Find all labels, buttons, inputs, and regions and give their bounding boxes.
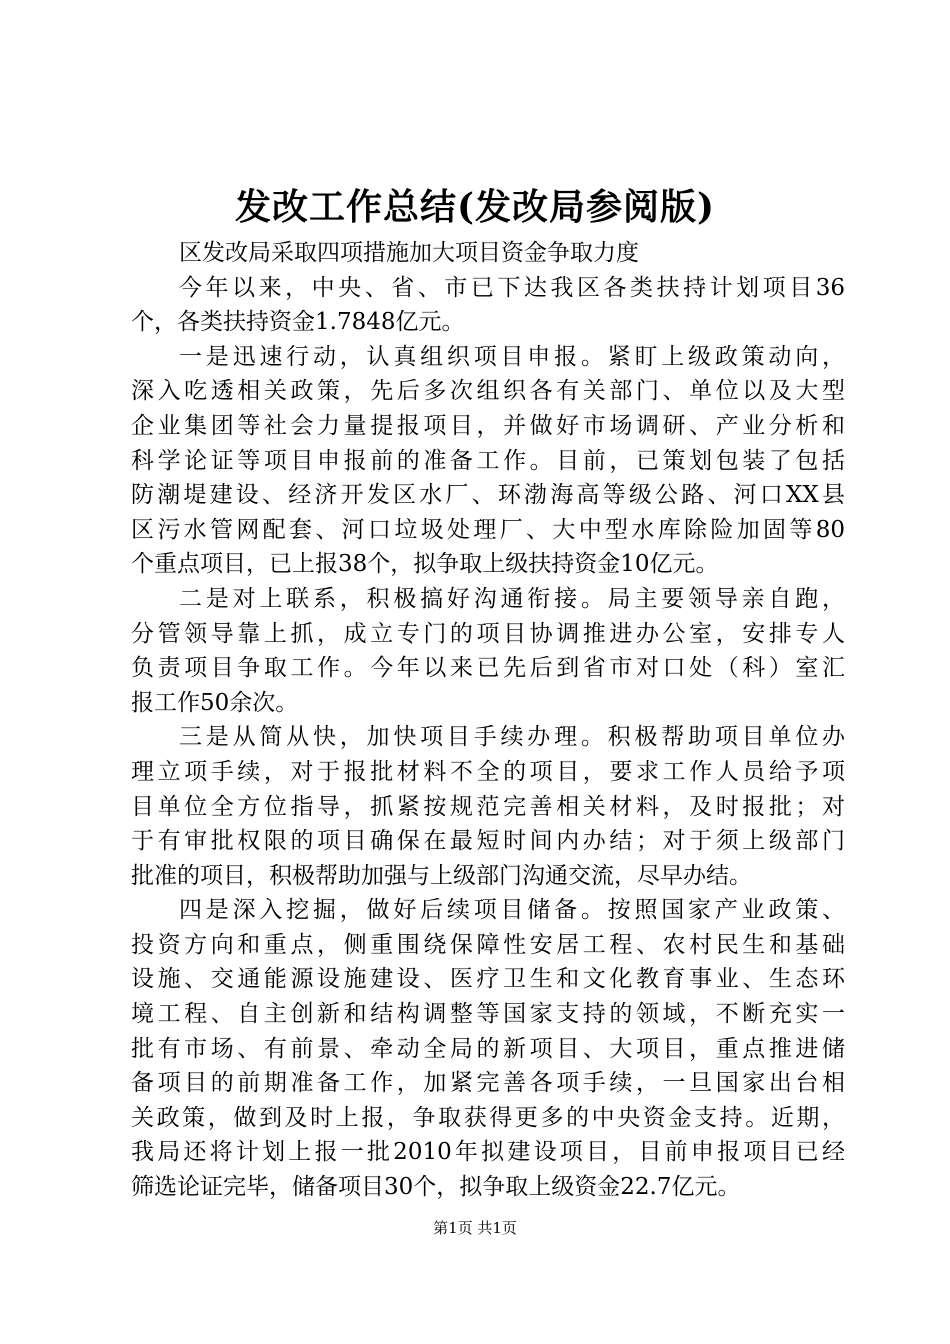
text-line: 负责项目争取工作。今年以来已先后到省市对口处（科）室汇 (131, 655, 845, 682)
body-text (131, 236, 845, 1205)
text-line: 境工程、自主创新和结构调整等国家支持的领域，不断充实一 (131, 1001, 845, 1028)
text-line: 三是从简从快，加快项目手续办理。积极帮助项目单位办 (179, 724, 845, 751)
page-title: 发改工作总结(发改局参阅版) (234, 186, 716, 228)
text-line: 企业集团等社会力量提报项目，并做好市场调研、产业分析和 (131, 412, 845, 439)
text-line: 科学论证等项目申报前的准备工作。目前，已策划包装了包括 (131, 447, 845, 474)
text-line: 二是对上联系，积极搞好沟通衔接。局主要领导亲自跑， (179, 585, 845, 612)
text-line: 区污水管网配套、河口垃圾处理厂、大中型水库除险加固等80 (131, 516, 845, 543)
text-line: 防潮堤建设、经济开发区水厂、环渤海高等级公路、河口XX县 (131, 482, 845, 509)
text-line: 今年以来，中央、省、市已下达我区各类扶持计划项目36 (179, 274, 845, 301)
text-line: 深入吃透相关政策，先后多次组织各有关部门、单位以及大型 (131, 378, 845, 405)
text-line: 个重点项目，已上报38个，拟争取上级扶持资金10亿元。 (131, 551, 719, 578)
text-line: 批有市场、有前景、牵动全局的新项目、大项目，重点推进储 (131, 1035, 845, 1062)
text-line: 一是迅速行动，认真组织项目申报。紧盯上级政策动向， (179, 343, 845, 370)
text-line: 分管领导靠上抓，成立专门的项目协调推进办公室，安排专人 (131, 620, 845, 647)
text-line: 备项目的前期准备工作，加紧完善各项手续，一旦国家出台相 (131, 1070, 845, 1097)
text-line: 我局还将计划上报一批2010年拟建设项目，目前申报项目已经 (131, 1139, 845, 1166)
text-line: 四是深入挖掘，做好后续项目储备。按照国家产业政策、 (179, 897, 845, 924)
text-line: 于有审批权限的项目确保在最短时间内办结；对于须上级部门 (131, 828, 845, 855)
text-line: 设施、交通能源设施建设、医疗卫生和文化教育事业、生态环 (131, 966, 845, 993)
text-line: 个，各类扶持资金1.7848亿元。 (131, 309, 465, 336)
text-line: 报工作50余次。 (131, 689, 299, 716)
text-line: 批准的项目，积极帮助加强与上级部门沟通交流，尽早办结。 (131, 862, 752, 889)
text-line: 理立项手续，对于报批材料不全的项目，要求工作人员给予项 (131, 758, 845, 785)
text-line: 筛选论证完毕，储备项目30个，拟争取上级资金22.7亿元。 (131, 1174, 741, 1201)
page-footer: 第1页 共1页 (433, 1219, 517, 1237)
text-line: 目单位全方位指导，抓紧按规范完善相关材料，及时报批；对 (131, 793, 845, 820)
text-line: 投资方向和重点，侧重围绕保障性安居工程、农村民生和基础 (131, 931, 845, 958)
text-line: 区发改局采取四项措施加大项目资金争取力度 (179, 240, 639, 266)
text-line: 关政策，做到及时上报，争取获得更多的中央资金支持。近期， (131, 1104, 845, 1131)
